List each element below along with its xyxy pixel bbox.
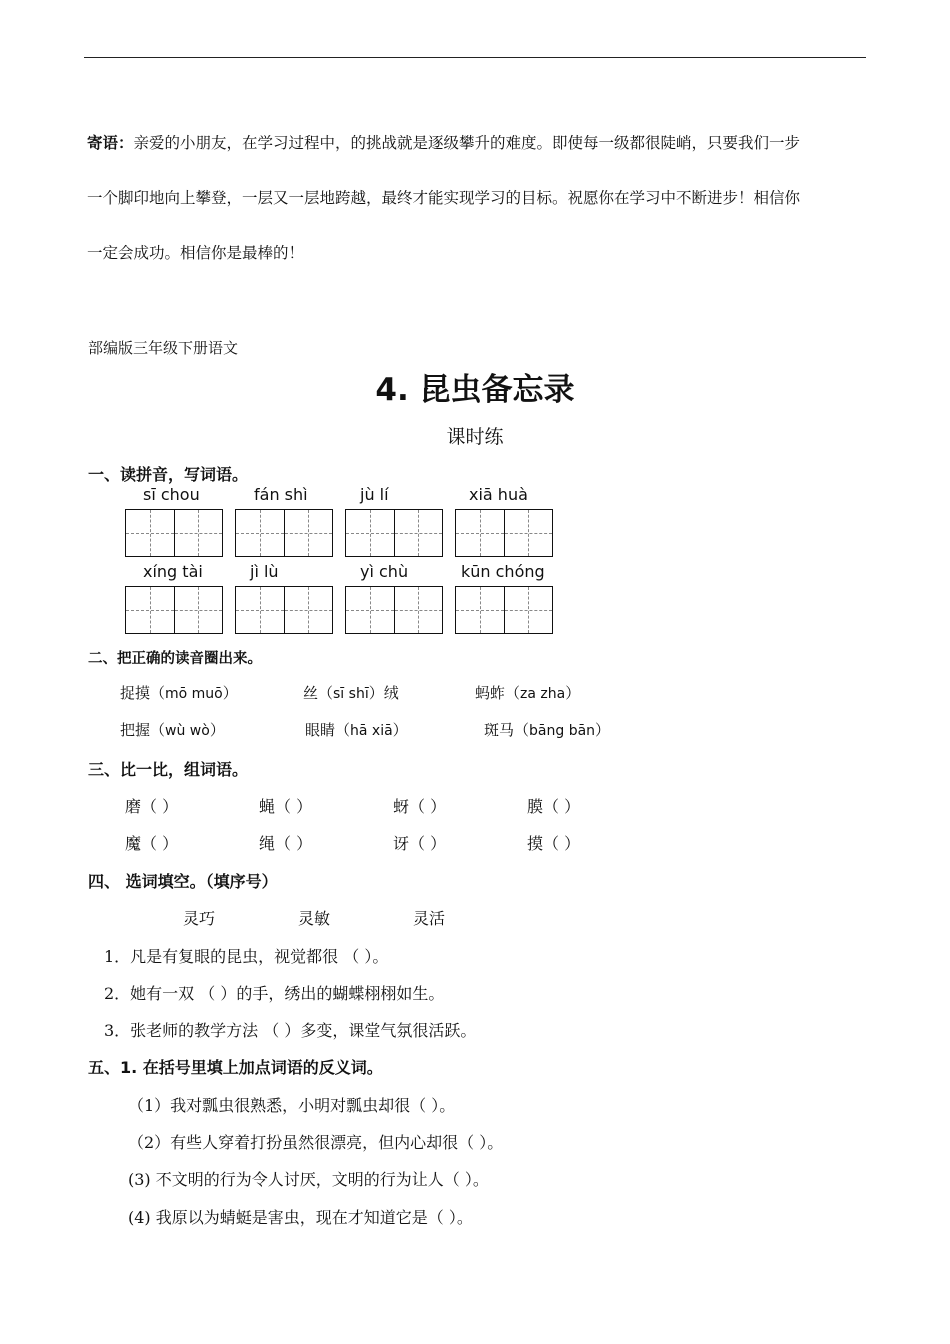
reading-item: 丝（sī shī）绒 (303, 684, 399, 702)
intro-line-1 (87, 133, 877, 153)
antonym-question-1[interactable]: （1）我对瓢虫很熟悉，小明对瓢虫却很（ ）。 (128, 1096, 456, 1115)
pinyin-8: kūn chóng (461, 562, 545, 581)
subject-label: 部编版三年级下册语文 (88, 339, 239, 357)
compare-item[interactable]: 磨（ ） (125, 797, 179, 816)
intro-line-3: 一定会成功。相信你是最棒的！ (87, 244, 305, 262)
writing-box[interactable] (125, 586, 223, 634)
writing-box[interactable] (345, 509, 443, 557)
writing-box[interactable] (125, 509, 223, 557)
compare-item[interactable]: 讶（ ） (393, 834, 447, 853)
antonym-question-3[interactable]: (3) 不文明的行为令人讨厌，文明的行为让人（ ）。 (128, 1170, 489, 1189)
compare-item[interactable]: 绳（ ） (259, 834, 313, 853)
pinyin-option[interactable]: wù wò (165, 723, 210, 739)
pinyin-option[interactable]: hā xiā (350, 723, 393, 739)
compare-item[interactable]: 魔（ ） (125, 834, 179, 853)
fill-question-3[interactable]: 3．张老师的教学方法 （ ）多变，课堂气氛很活跃。 (104, 1021, 477, 1040)
pinyin-2: fán shì (254, 485, 308, 504)
compare-item[interactable]: 蝇（ ） (259, 797, 313, 816)
pinyin-option[interactable]: bāng bān (529, 723, 596, 739)
page-title: 4. 昆虫备忘录 (375, 372, 575, 408)
section4-heading: 四、 选词填空。（填序号） (88, 872, 278, 891)
intro-line-2: 一个脚印地向上攀登，一层又一层地跨越，最终才能实现学习的目标。祝愿你在学习中不断进步！相信你 (87, 189, 801, 207)
pinyin-option[interactable]: za zha (520, 686, 566, 702)
pinyin-3: jù lí (360, 485, 389, 504)
reading-item: 斑马（bāng bān） (484, 721, 611, 739)
pinyin-6: jì lù (250, 562, 279, 581)
intro-text-1: 亲爱的小朋友，在学习过程中，的挑战就是逐级攀升的难度。即使每一级都很陡峭，只要我们一步 (133, 134, 801, 152)
compare-item[interactable]: 蚜（ ） (393, 797, 447, 816)
page-subtitle: 课时练 (446, 426, 504, 448)
word-option-3: 灵活 (413, 909, 446, 928)
reading-item: 把握（wù wò） (120, 721, 225, 739)
compare-item[interactable]: 膜（ ） (527, 797, 581, 816)
pinyin-1: sī chou (143, 485, 200, 504)
section2-heading: 二、把正确的读音圈出来。 (88, 651, 262, 667)
writing-box[interactable] (455, 586, 553, 634)
reading-item: 捉摸（mō muō） (120, 684, 238, 702)
reading-item: 眼睛（hā xiā） (305, 721, 408, 739)
fill-question-1[interactable]: 1．凡是有复眼的昆虫，视觉都很 （ ）。 (104, 947, 389, 966)
antonym-question-2[interactable]: （2）有些人穿着打扮虽然很漂亮，但内心却很（ ）。 (128, 1133, 504, 1152)
writing-box[interactable] (235, 586, 333, 634)
antonym-question-4[interactable]: (4) 我原以为蜻蜓是害虫，现在才知道它是（ ）。 (128, 1208, 473, 1227)
word-option-1: 灵巧 (183, 909, 216, 928)
pinyin-option[interactable]: mō muō (165, 686, 223, 702)
pinyin-5: xíng tài (143, 562, 203, 581)
section1-heading: 一、读拼音，写词语。 (88, 465, 249, 484)
pinyin-option[interactable]: sī shī (333, 686, 369, 702)
pinyin-4: xiā huà (469, 485, 528, 504)
pinyin-7: yì chù (360, 562, 409, 581)
section5-heading: 五、1. 在括号里填上加点词语的反义词。 (88, 1058, 383, 1077)
compare-item[interactable]: 摸（ ） (527, 834, 581, 853)
header-rule (84, 57, 866, 58)
writing-box[interactable] (345, 586, 443, 634)
writing-box[interactable] (235, 509, 333, 557)
intro-label: 寄语： (87, 133, 134, 152)
fill-question-2[interactable]: 2．她有一双 （ ）的手，绣出的蝴蝶栩栩如生。 (104, 984, 445, 1003)
writing-box[interactable] (455, 509, 553, 557)
section3-heading: 三、比一比，组词语。 (88, 760, 249, 779)
word-option-2: 灵敏 (298, 909, 331, 928)
reading-item: 蚂蚱（za zha） (475, 684, 581, 702)
